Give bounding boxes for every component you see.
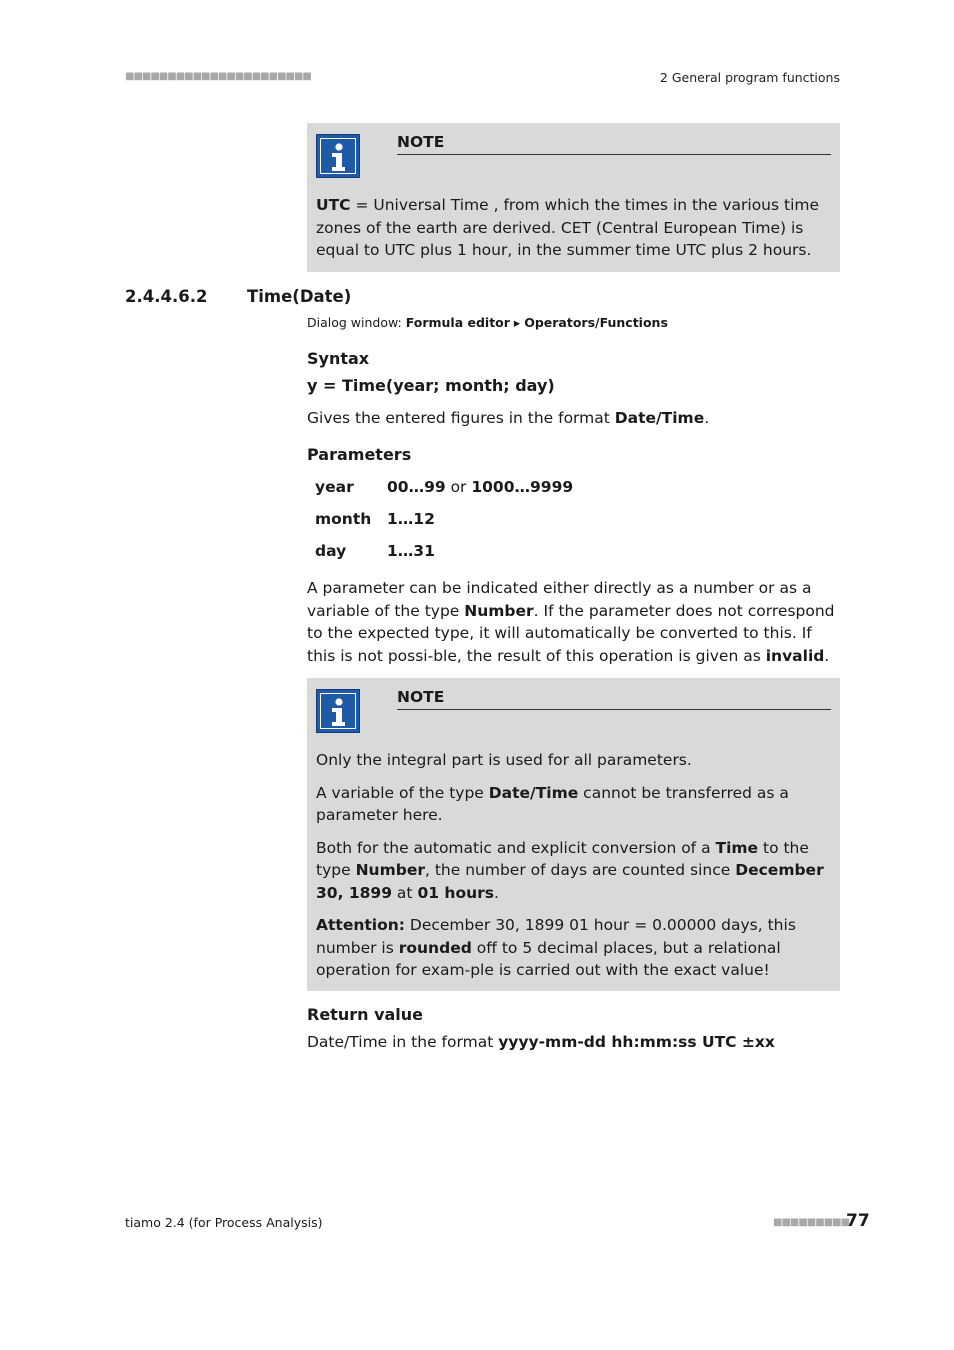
param-range-day: 1…31: [387, 542, 435, 560]
footer-decoration: ■■■■■■■■■: [773, 1217, 850, 1228]
note-box-utc: [307, 123, 840, 272]
header-decoration: ■■■■■■■■■■■■■■■■■■■■■■: [125, 71, 311, 82]
dialog-path: Dialog window: Formula editor ▸ Operators/Functions: [307, 315, 668, 330]
note-title: NOTE: [397, 133, 831, 155]
chapter-title: 2 General program functions: [659, 70, 840, 85]
page-number: 77: [846, 1211, 870, 1231]
note-title: NOTE: [397, 688, 831, 710]
param-range-month: 1…12: [387, 510, 435, 528]
note-paragraph-integral: Only the integral part is used for all parameters.: [316, 751, 692, 769]
parameters-paragraph: A parameter can be indicated either directly as a number or as a variable of the type Number. If the parameter does not correspond to the expected type, it will automatically be converted to this. If this is not possi-ble, the result of this operation is given as invalid.: [307, 579, 835, 665]
info-icon: [316, 134, 360, 178]
note-paragraph-conversion: Both for the automatic and explicit conversion of a Time to the type Number, the number of days are counted since December 30, 1899 at 01 hours.: [316, 838, 824, 902]
note-text: [316, 749, 832, 992]
note-paragraph-datetime: A variable of the type Date/Time cannot be transferred as a parameter here.: [316, 783, 789, 824]
section-title: Time(Date): [247, 287, 352, 306]
param-name-year: year: [315, 478, 354, 496]
syntax-description: Gives the entered figures in the format Date/Time.: [307, 409, 710, 427]
return-value-text: Date/Time in the format yyyy-mm-dd hh:mm:ss UTC ±xx: [307, 1033, 775, 1051]
info-icon: [316, 689, 360, 733]
note-text: UTC = Universal Time , from which the times in the various time zones of the earth are derived. CET (Central European Time) is equal to UTC plus 1 hour, in the summer time UTC plus 2 hours.: [316, 196, 820, 259]
arrow-right-icon: ▸: [513, 315, 521, 330]
utc-term: UTC: [316, 196, 351, 214]
section-number: 2.4.4.6.2: [125, 287, 208, 306]
syntax-formula: y = Time(year; month; day): [307, 376, 555, 395]
return-value-heading: Return value: [307, 1005, 424, 1024]
parameters-heading: Parameters: [307, 445, 412, 464]
param-name-month: month: [315, 510, 372, 528]
param-range-year: 00…99 or 1000…9999: [387, 478, 574, 496]
footer-product: tiamo 2.4 (for Process Analysis): [125, 1215, 323, 1230]
syntax-heading: Syntax: [307, 349, 370, 368]
note-box-parameters: [307, 678, 840, 991]
param-name-day: day: [315, 542, 347, 560]
note-paragraph-attention: Attention: December 30, 1899 01 hour = 0.00000 days, this number is rounded off to 5 decimal places, but a relational operation for exam-ple is carried out with the exact value!: [316, 916, 796, 979]
